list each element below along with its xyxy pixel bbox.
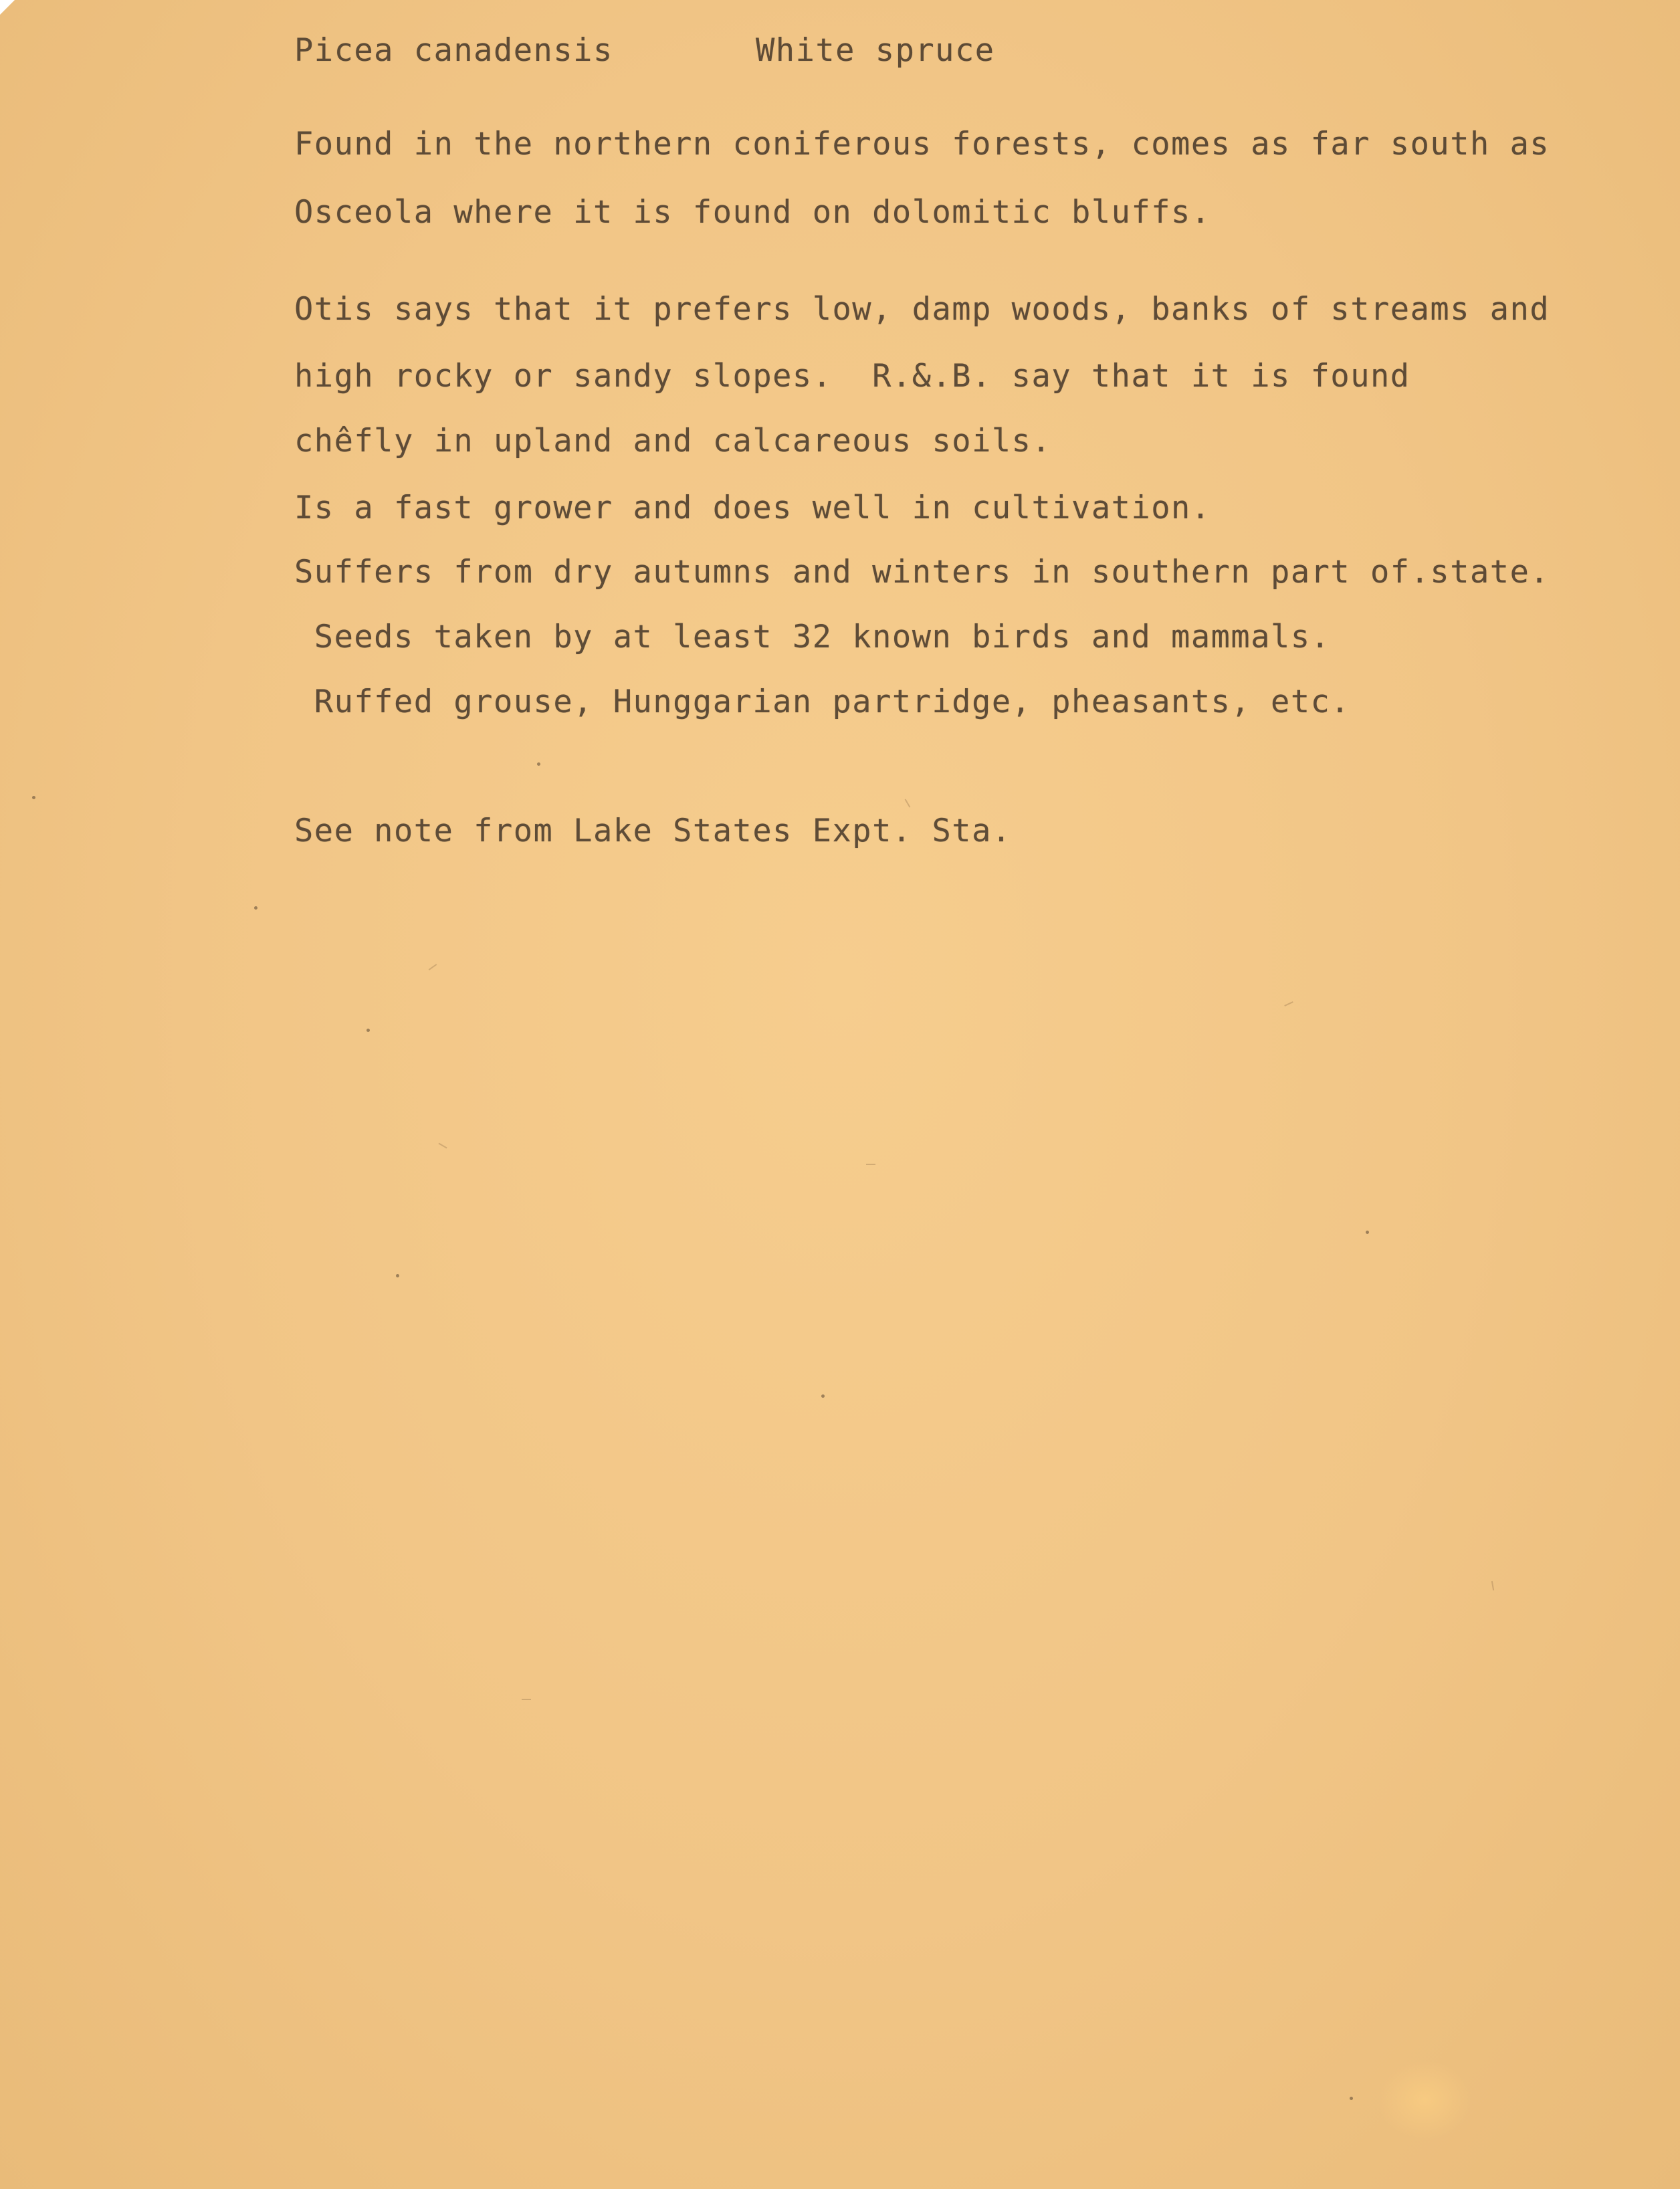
paper-speck	[537, 762, 540, 766]
paper-speck	[366, 1029, 370, 1032]
paper-fiber	[522, 1699, 531, 1700]
paper-fiber	[866, 1164, 875, 1165]
common-name: White spruce	[756, 32, 995, 69]
paper-speck	[396, 1274, 399, 1277]
paper-fiber	[905, 799, 911, 807]
text-line-7: Suffers from dry autumns and winters in southern part of.state.	[294, 554, 1550, 591]
paper-fiber	[1491, 1581, 1494, 1590]
paper-fiber	[429, 964, 437, 970]
paper-speck	[1350, 2097, 1353, 2100]
paper-speck	[254, 906, 257, 910]
text-line-4: high rocky or sandy slopes. R.&.B. say that it is found	[294, 358, 1410, 395]
paper-fiber	[438, 1143, 447, 1149]
text-line-8: Seeds taken by at least 32 known birds and mammals.	[294, 619, 1331, 655]
text-line-2: Osceola where it is found on dolomitic bluffs.	[294, 194, 1211, 231]
text-line-10: See note from Lake States Expt. Sta.	[294, 813, 1012, 849]
text-line-6: Is a fast grower and does well in cultivation.	[294, 490, 1211, 526]
paper-speck	[821, 1394, 825, 1398]
text-line-1: Found in the northern coniferous forests, comes as far south as	[294, 126, 1550, 163]
paper-speck	[1366, 1231, 1369, 1234]
corner-tear	[0, 0, 15, 15]
text-line-9: Ruffed grouse, Hunggarian partridge, pheasants, etc.	[294, 684, 1351, 720]
text-line-5: chêfly in upland and calcareous soils.	[294, 423, 1052, 459]
text-line-3: Otis says that it prefers low, damp woods, banks of streams and	[294, 291, 1550, 328]
paper-fiber	[1284, 1001, 1293, 1007]
paper-speck	[32, 796, 35, 799]
paper-stain	[1378, 2060, 1471, 2140]
scientific-name: Picea canadensis	[294, 32, 613, 69]
